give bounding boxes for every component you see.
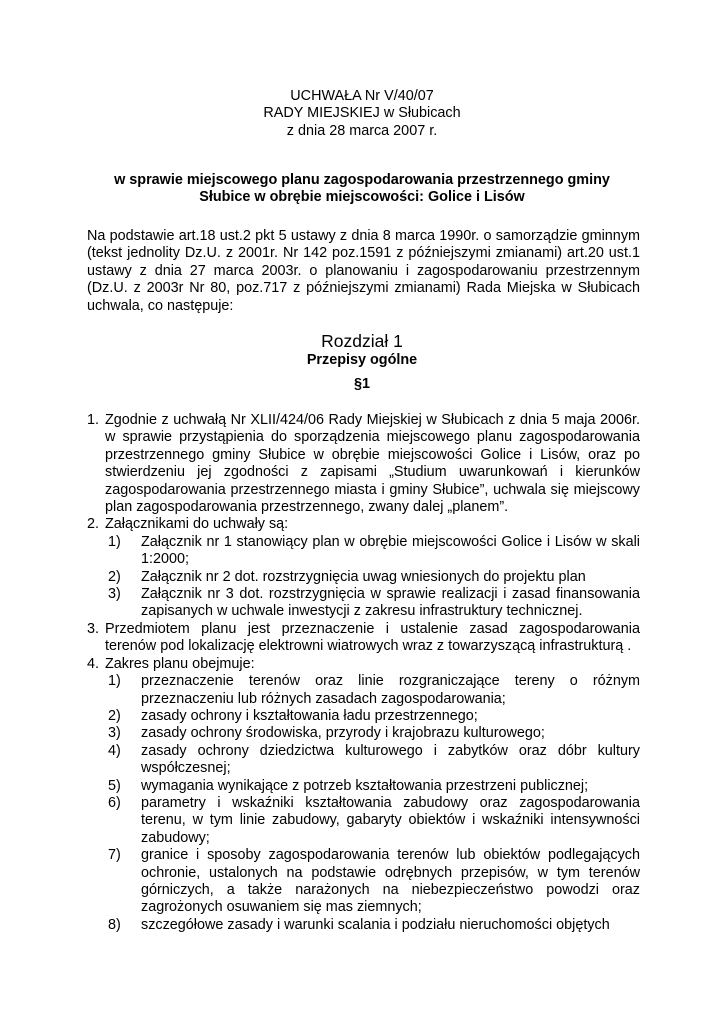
provisions-list bbox=[87, 412, 640, 934]
sub-item-text: granice i sposoby zagospodarowania terenów lub obiektów podlegających ochronie, ustalonych na podstawie odrębnych przepisów, w tym terenów górniczych, a także narażonych na niebezpieczeństwo powodzi oraz zagrożonych osuwaniem się mas ziemnych; bbox=[141, 847, 640, 916]
sub-list-item bbox=[87, 708, 640, 725]
sub-item-number: 2) bbox=[108, 568, 121, 585]
sub-item-number: 1) bbox=[108, 533, 121, 550]
sub-list-item bbox=[87, 673, 640, 708]
sub-item-number: 3) bbox=[108, 725, 121, 742]
item-number: 2. bbox=[87, 516, 100, 533]
paragraph-sign: §1 bbox=[353, 376, 370, 392]
sub-list-item bbox=[87, 534, 640, 569]
item-number: 3. bbox=[87, 620, 100, 637]
sub-item-number: 7) bbox=[108, 847, 121, 864]
sub-item-text: zasady ochrony dziedzictwa kulturowego i zabytków oraz dóbr kultury współczesnej; bbox=[141, 742, 640, 777]
sub-list-item bbox=[87, 847, 640, 917]
item-text: Przedmiotem planu jest przeznaczenie i ustalenie zasad zagospodarowania terenów pod lokalizację elektrowni wiatrowych wraz z towarzyszącą infrastrukturą . bbox=[105, 620, 640, 655]
resolution-header bbox=[0, 88, 724, 140]
item-number: 4. bbox=[87, 655, 100, 672]
item-text: Zakres planu obejmuje: bbox=[105, 655, 255, 672]
list-item bbox=[87, 656, 640, 673]
item-text: Zgodnie z uchwałą Nr XLII/424/06 Rady Miejskiej w Słubicach z dnia 5 maja 2006r. w sprawie przystąpienia do sporządzenia miejscowego planu zagospodarowania przestrzennego gminy Słubice w obrębie miejscowości Golice i Lisów, oraz po stwierdzeniu jej zgodności z zapisami „Studium uwarunkowań i kierunków zagospodarowania przestrzennego miasta i gminy Słubice”, uchwala się miejscowy plan zagospodarowania przestrzennego, zwany dalej „planem”. bbox=[105, 412, 640, 516]
sub-item-text: wymagania wynikające z potrzeb kształtowania przestrzeni publicznej; bbox=[141, 777, 589, 794]
list-item bbox=[87, 412, 640, 516]
subject-line-2: Słubice w obrębie miejscowości: Golice i Lisów bbox=[199, 189, 525, 206]
list-item bbox=[87, 621, 640, 656]
sub-list-item bbox=[87, 917, 640, 934]
sub-item-number: 4) bbox=[108, 742, 121, 759]
item-text: Załącznikami do uchwały są: bbox=[105, 516, 289, 533]
sub-item-number: 6) bbox=[108, 794, 121, 811]
sub-item-text: Załącznik nr 3 dot. rozstrzygnięcia w sprawie realizacji i zasad finansowania zapisanych w uchwale inwestycji z zakresu infrastruktury technicznej. bbox=[141, 586, 640, 620]
sub-item-text: szczegółowe zasady i warunki scalania i podziału nieruchomości objętych bbox=[141, 916, 610, 933]
resolution-number: UCHWAŁA Nr V/40/07 bbox=[290, 88, 434, 104]
sub-item-number: 8) bbox=[108, 916, 121, 933]
item-number: 1. bbox=[87, 412, 100, 428]
list-item bbox=[87, 516, 640, 533]
sub-list-item bbox=[87, 778, 640, 795]
resolution-date: z dnia 28 marca 2007 r. bbox=[286, 122, 438, 139]
sub-item-text: przeznaczenie terenów oraz linie rozgraniczające tereny o różnym przeznaczeniu lub różnych zasadach zagospodarowania; bbox=[141, 673, 640, 707]
chapter-title: Rozdział 1 bbox=[321, 331, 403, 351]
sub-list-item bbox=[87, 795, 640, 847]
resolution-subject bbox=[0, 172, 724, 207]
chapter-subtitle: Przepisy ogólne bbox=[306, 352, 418, 368]
sub-item-number: 2) bbox=[108, 707, 121, 724]
preamble: Na podstawie art.18 ust.2 pkt 5 ustawy z dnia 8 marca 1990r. o samorządzie gminnym (tekst jednolity Dz.U. z 2001r. Nr 142 poz.1591 z późniejszymi zmianami) art.20 ust.1 ustawy z dnia 27 marca 2003r. o planowaniu i zagospodarowaniu przestrzennym (Dz.U. z 2003r Nr 80, poz.717 z późniejszymi zmianami) Rada Miejska w Słubicach uchwala, co następuje: bbox=[87, 228, 640, 314]
council-name: RADY MIEJSKIEJ w Słubicach bbox=[263, 105, 461, 122]
sub-item-number: 5) bbox=[108, 777, 121, 794]
sub-list-item bbox=[87, 743, 640, 778]
sub-item-number: 1) bbox=[108, 673, 121, 690]
subject-line-1: w sprawie miejscowego planu zagospodarowania przestrzennego gminy bbox=[114, 172, 610, 188]
sub-list-item bbox=[87, 725, 640, 742]
sub-item-text: zasady ochrony środowiska, przyrody i krajobrazu kulturowego; bbox=[141, 725, 545, 742]
sub-item-text: zasady ochrony i kształtowania ładu przestrzennego; bbox=[141, 707, 478, 724]
sub-list-item bbox=[87, 569, 640, 586]
sub-item-text: parametry i wskaźniki kształtowania zabudowy oraz zagospodarowania terenu, w tym linie zabudowy, gabaryty obiektów i wskaźniki intensywności zabudowy; bbox=[141, 794, 640, 846]
sub-item-text: Załącznik nr 1 stanowiący plan w obrębie miejscowości Golice i Lisów w skali 1:2000; bbox=[141, 533, 640, 568]
sub-item-number: 3) bbox=[108, 586, 121, 603]
sub-item-text: Załącznik nr 2 dot. rozstrzygnięcia uwag wniesionych do projektu plan bbox=[141, 568, 586, 585]
chapter-heading bbox=[0, 331, 724, 369]
sub-list-item bbox=[87, 586, 640, 621]
